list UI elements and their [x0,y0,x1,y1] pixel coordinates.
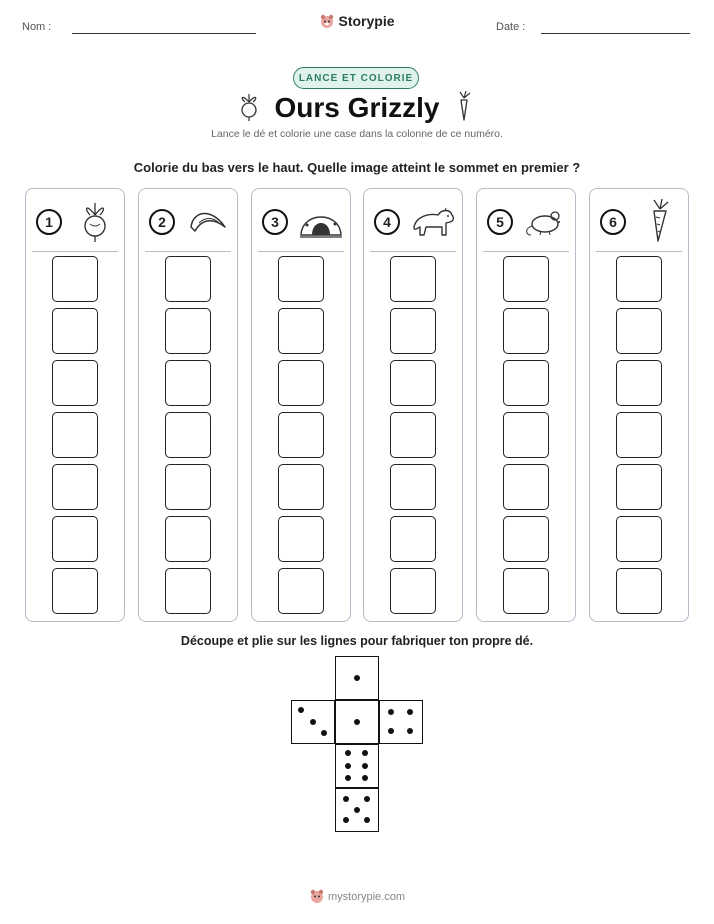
die-pip [362,775,368,781]
column-header [26,189,124,251]
die-pip [354,719,360,725]
color-box[interactable] [165,308,211,354]
die-pip [343,796,349,802]
name-line[interactable] [72,33,256,34]
color-box[interactable] [165,464,211,510]
carrot-icon [636,197,682,243]
color-box[interactable] [503,308,549,354]
color-box[interactable] [503,464,549,510]
color-box[interactable] [390,568,436,614]
activity-badge: LANCE ET COLORIE [293,67,419,89]
die-pip [298,707,304,713]
die-face-3 [291,700,335,744]
page-subtitle: Lance le dé et colorie une case dans la colonne de ce numéro. [211,128,503,140]
column-number: 2 [149,209,175,235]
storypie-footer-logo-icon [309,888,325,904]
color-box[interactable] [165,412,211,458]
color-box[interactable] [616,360,662,406]
column-number: 1 [36,209,62,235]
column-number: 4 [374,209,400,235]
die-pip [321,730,327,736]
color-box[interactable] [52,360,98,406]
die-pip [362,763,368,769]
color-box[interactable] [52,516,98,562]
color-box[interactable] [616,256,662,302]
name-label: Nom : [22,21,52,33]
die-pip [345,775,351,781]
column-divider [32,251,118,252]
footer-url: mystorypie.com [327,891,406,903]
brand [0,13,714,29]
column-divider [596,251,682,252]
color-box[interactable] [390,308,436,354]
die-pip [354,675,360,681]
color-box[interactable] [616,412,662,458]
die-pip [362,750,368,756]
date-line[interactable] [541,33,690,34]
column-4 [363,188,463,622]
die-face-1 [335,656,379,700]
column-header [477,189,575,251]
color-box[interactable] [390,464,436,510]
coloring-instruction: Colorie du bas vers le haut. Quelle image atteint le sommet en premier ? [133,160,581,175]
color-box[interactable] [165,568,211,614]
color-box[interactable] [616,308,662,354]
column-5 [476,188,576,622]
color-box[interactable] [390,360,436,406]
die-pip [407,728,413,734]
color-box[interactable] [165,256,211,302]
die-pip [310,719,316,725]
die-pip [388,728,394,734]
color-box[interactable] [278,360,324,406]
die-pip [388,709,394,715]
mouse-icon [523,197,569,243]
color-box[interactable] [616,464,662,510]
color-box[interactable] [52,308,98,354]
die-face-6 [335,744,379,788]
claw-icon [185,197,231,243]
column-header [364,189,462,251]
color-box[interactable] [390,516,436,562]
page-title: Ours Grizzly [274,92,440,123]
color-box[interactable] [278,308,324,354]
beet-icon [72,197,118,243]
color-box[interactable] [616,568,662,614]
color-box[interactable] [52,464,98,510]
column-divider [258,251,344,252]
bear-icon [410,197,456,243]
color-box[interactable] [278,568,324,614]
column-6 [589,188,689,622]
color-box[interactable] [165,360,211,406]
die-face-1 [335,700,379,744]
dice-instruction: Découpe et plie sur les lignes pour fabriquer ton propre dé. [180,634,534,648]
column-divider [370,251,456,252]
column-number: 3 [262,209,288,235]
color-box[interactable] [503,256,549,302]
storypie-logo-icon [319,13,335,29]
color-box[interactable] [390,256,436,302]
column-divider [145,251,231,252]
footer [0,888,714,904]
color-box[interactable] [390,412,436,458]
color-box[interactable] [278,412,324,458]
die-pip [354,807,360,813]
color-box[interactable] [503,516,549,562]
date-label: Date : [496,21,526,33]
color-box[interactable] [616,516,662,562]
die-face-5 [335,788,379,832]
brand-name: Storypie [338,13,395,29]
carrot-decoration-icon [452,90,474,122]
color-box[interactable] [503,360,549,406]
color-box[interactable] [52,568,98,614]
column-3 [251,188,351,622]
color-box[interactable] [503,568,549,614]
color-box[interactable] [503,412,549,458]
column-header [139,189,237,251]
column-header [590,189,688,251]
color-box[interactable] [52,412,98,458]
column-number: 6 [600,209,626,235]
color-box[interactable] [52,256,98,302]
die-face-4 [379,700,423,744]
die-pip [343,817,349,823]
color-box[interactable] [278,516,324,562]
color-box[interactable] [165,516,211,562]
die-pip [407,709,413,715]
cave-icon [298,197,344,243]
die-pip [364,796,370,802]
color-box[interactable] [278,464,324,510]
column-2 [138,188,238,622]
column-header [252,189,350,251]
column-divider [483,251,569,252]
column-number: 5 [487,209,513,235]
die-pip [364,817,370,823]
column-1 [25,188,125,622]
die-pip [345,763,351,769]
die-pip [345,750,351,756]
color-box[interactable] [278,256,324,302]
